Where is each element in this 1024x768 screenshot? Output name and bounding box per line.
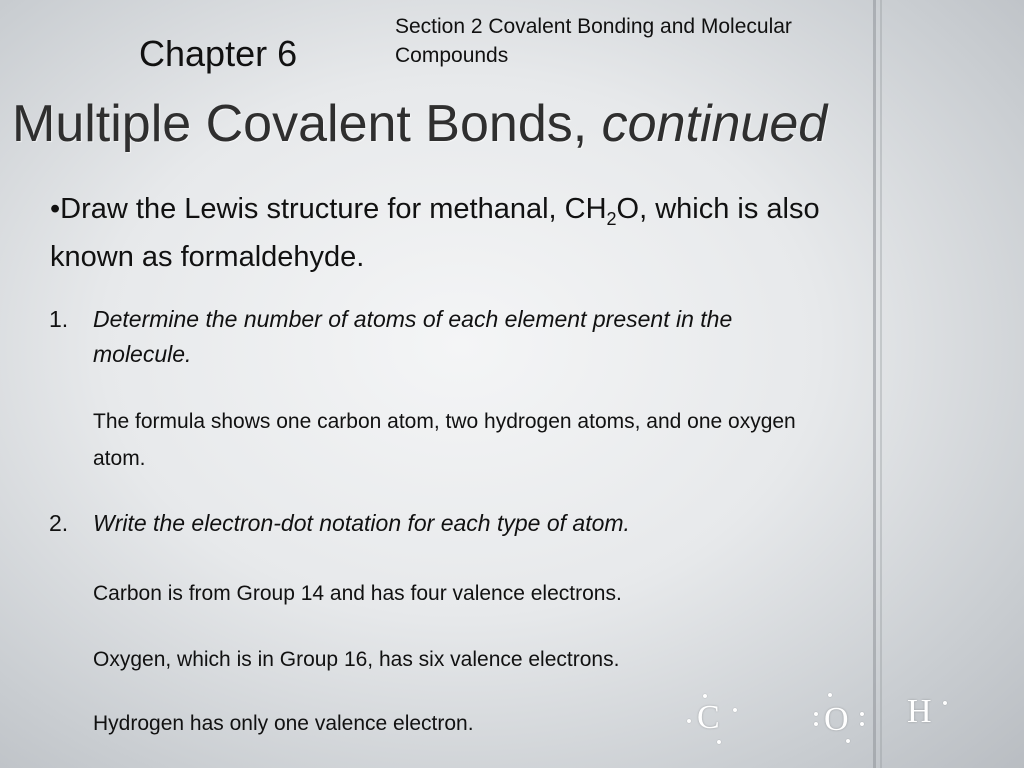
bullet-dot: •	[50, 193, 61, 225]
oxygen-electron-dot-left-2	[814, 722, 818, 726]
oxygen-electron-dot-right-2	[860, 722, 864, 726]
step-2-detail-hydrogen: Hydrogen has only one valence electron.	[93, 712, 474, 735]
step-2-detail-oxygen: Oxygen, which is in Group 16, has six valence electrons.	[93, 648, 620, 671]
bullet-text-part2: O, which is also known as formaldehyde.	[50, 193, 820, 273]
carbon-symbol: C	[697, 699, 720, 736]
slide-title-main: Multiple Covalent Bonds,	[12, 95, 602, 153]
oxygen-electron-dot-left-1	[814, 712, 818, 716]
step-2-detail-carbon: Carbon is from Group 14 and has four valence electrons.	[93, 582, 622, 605]
carbon-electron-dot-bottom	[717, 740, 721, 744]
step-1	[49, 302, 829, 372]
step-1-text: Determine the number of atoms of each element present in the molecule.	[93, 306, 733, 367]
chapter-label: Chapter 6	[139, 33, 298, 74]
step-2	[49, 506, 829, 541]
oxygen-electron-dot-bottom	[846, 739, 850, 743]
bullet-subscript: 2	[606, 208, 617, 229]
hydrogen-electron-dot-right	[943, 701, 947, 705]
slide-title-emphasis: continued	[601, 95, 828, 153]
section-label: Section 2 Covalent Bonding and Molecular Compounds	[395, 15, 792, 67]
oxygen-electron-dot-top	[828, 693, 832, 697]
oxygen-symbol: O	[824, 701, 849, 738]
step-1-detail: The formula shows one carbon atom, two hydrogen atoms, and one oxygen atom.	[93, 410, 796, 470]
carbon-electron-dot-right	[733, 708, 737, 712]
decorative-vertical-line	[873, 0, 876, 768]
hydrogen-symbol: H	[907, 693, 932, 730]
carbon-electron-dot-left	[687, 719, 691, 723]
step-1-number: 1.	[49, 306, 69, 332]
oxygen-electron-dot-right-1	[860, 712, 864, 716]
step-2-number: 2.	[49, 510, 69, 536]
step-2-text: Write the electron-dot notation for each type of atom.	[93, 510, 630, 536]
decorative-vertical-line-thin	[880, 0, 882, 768]
main-bullet	[50, 190, 830, 276]
bullet-text-part1: Draw the Lewis structure for methanal, CH	[60, 193, 607, 225]
carbon-electron-dot-top	[703, 694, 707, 698]
slide-title	[12, 94, 827, 154]
